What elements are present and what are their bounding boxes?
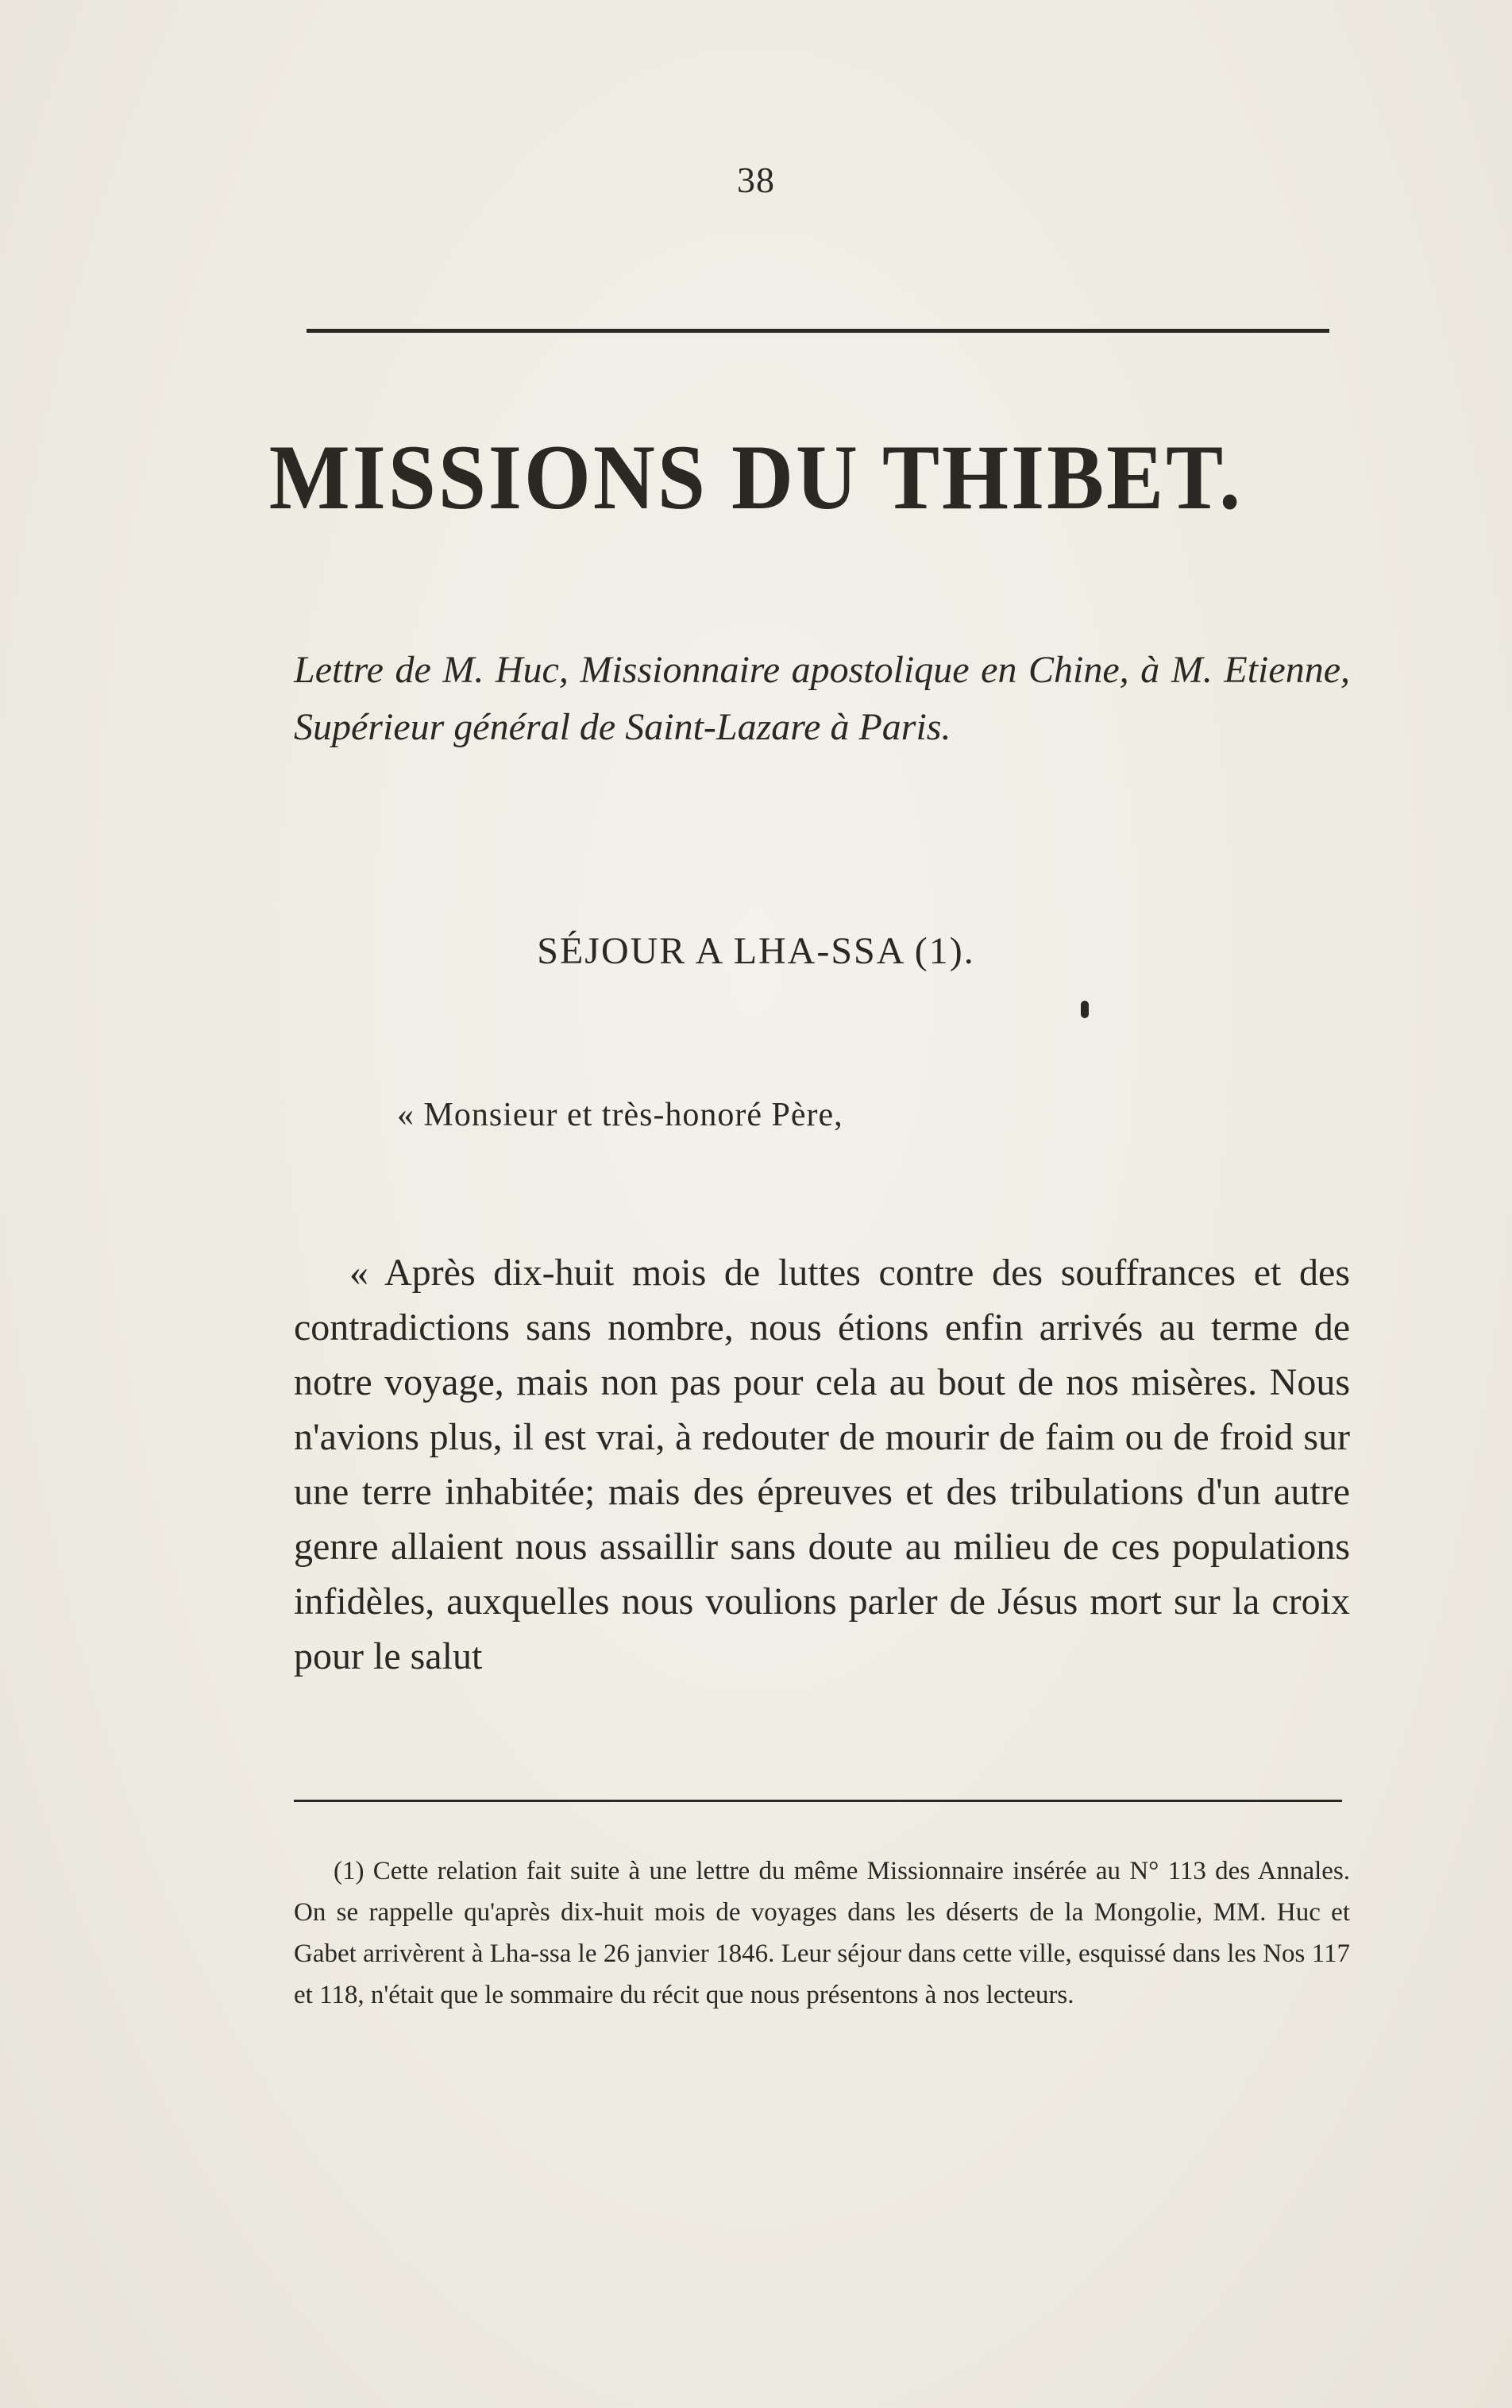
page-title: MISSIONS DU THIBET. bbox=[268, 426, 1244, 529]
body-paragraph bbox=[294, 1245, 1350, 1684]
header-rule bbox=[307, 329, 1329, 333]
section-heading: SÉJOUR A LHA-SSA (1). bbox=[537, 930, 975, 972]
body-text: « Après dix-huit mois de luttes contre des souffrances et des contradictions sans nombre, nous étions enfin arrivés au terme de notre voyage, mais non pas pour cela au bout de nos misères. Nous n'avions plus, il est vrai, à redouter de mourir de faim ou de froid sur une terre inhabitée; mais des épreuves et des tribulations d'un autre genre allaient nous assaillir sans doute au milieu de ces populations infidèles, auxquelles nous voulions parler de Jésus mort sur la croix pour le salut bbox=[294, 1252, 1350, 1677]
ink-mark bbox=[1081, 1001, 1089, 1018]
footnote-text: (1) Cette relation fait suite à une lettre du même Missionnaire insérée au N° 113 des Annales. On se rappelle qu'après dix-huit mois de voyages dans les déserts de la Mongolie, MM. Huc et Gabet arrivèrent à Lha-ssa le 26 janvier 1846. Leur séjour dans cette ville, esquissé dans les Nos 117 et 118, n'était que le sommaire du récit que nous présentons à nos lecteurs. bbox=[294, 1857, 1350, 2009]
salutation: « Monsieur et très-honoré Père, bbox=[397, 1097, 843, 1133]
letter-subtitle: Lettre de M. Huc, Missionnaire apostolique en Chine, à M. Etienne, Supérieur général de Saint-Lazare à Paris. bbox=[294, 649, 1350, 748]
page-number: 38 bbox=[737, 160, 775, 200]
footnote-rule bbox=[294, 1800, 1342, 1802]
footnote bbox=[294, 1850, 1350, 2016]
